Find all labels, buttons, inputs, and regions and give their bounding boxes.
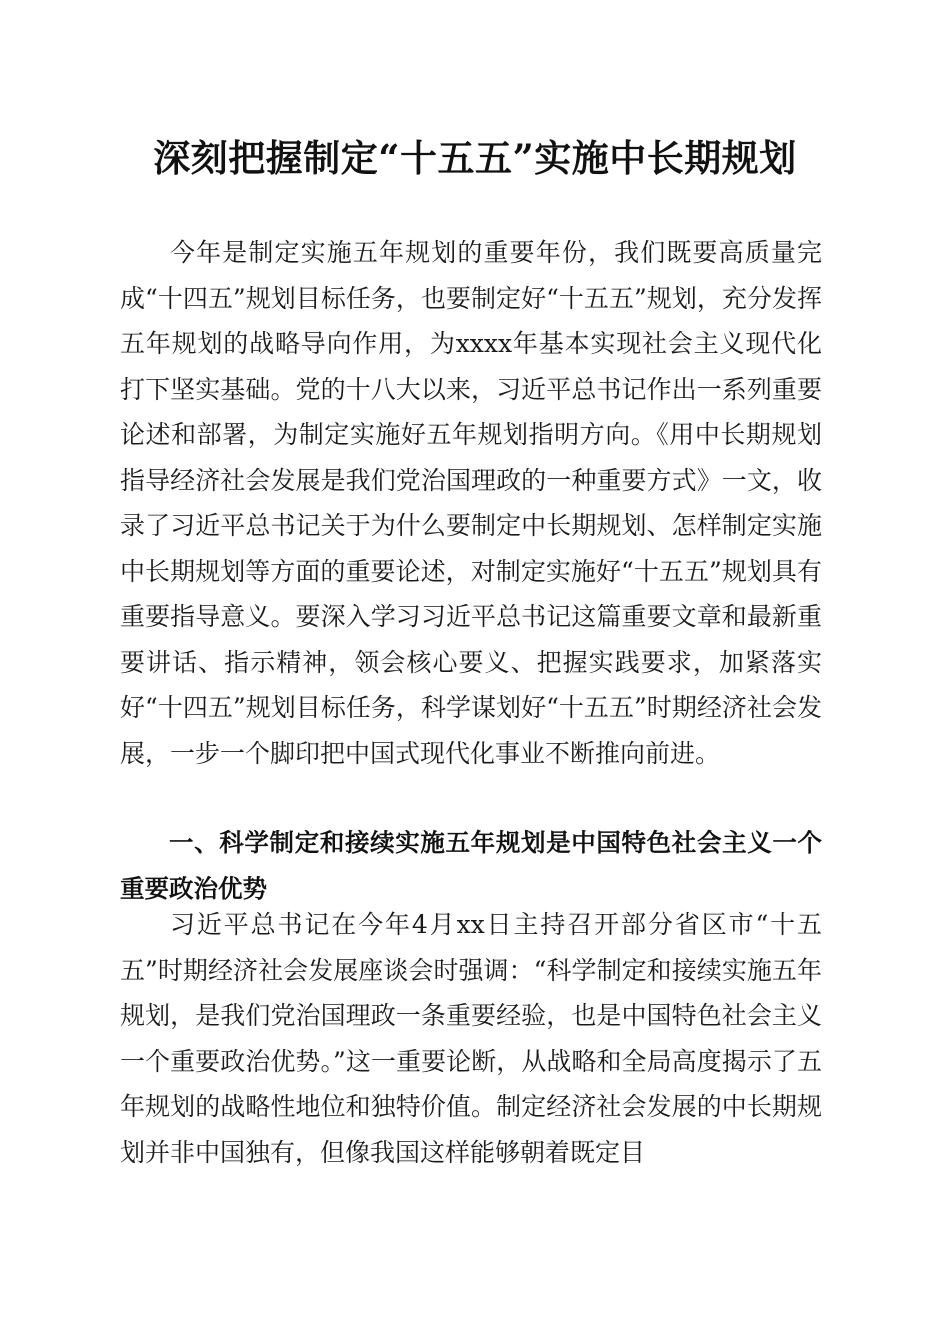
section-1-paragraph: 习近平总书记在今年4月xx日主持召开部分省区市“十五五”时期经济社会发展座谈会时强调：“科学制定和接续实施五年规划，是我们党治国理政一条重要经验，也是中国特色社会主义一个重要政治优势。”这一重要论断，从战略和全局高度揭示了五年规划的战略性地位和独特价值。制定经济社会发展的中长期规划并非中国独有，但像我国这样能够朝着既定目 xyxy=(120,910,822,1167)
intro-paragraph: 今年是制定实施五年规划的重要年份，我们既要高质量完成“十四五”规划目标任务，也要制定好“十五五”规划，充分发挥五年规划的战略导向作用，为xxxx年基本实现社会主义现代化打下坚实基础。党的十八大以来，习近平总书记作出一系列重要论述和部署，为制定实施好五年规划指明方向。《用中长期规划指导经济社会发展是我们党治国理政的一种重要方式》一文，收录了习近平总书记关于为什么要制定中长期规划、怎样制定实施中长期规划等方面的重要论述，对制定实施好“十五五”规划具有重要指导意义。要深入学习习近平总书记这篇重要文章和最新重要讲话、指示精神，领会核心要义、把握实践要求，加紧落实好“十四五”规划目标任务，科学谋划好“十五五”时期经济社会发展，一步一个脚印把中国式现代化事业不断推向前进。 xyxy=(120,238,822,768)
document-title: 深刻把握制定“十五五”实施中长期规划 xyxy=(153,136,797,180)
section-heading-1: 一、科学制定和接续实施五年规划是中国特色社会主义一个重要政治优势 xyxy=(120,828,822,903)
